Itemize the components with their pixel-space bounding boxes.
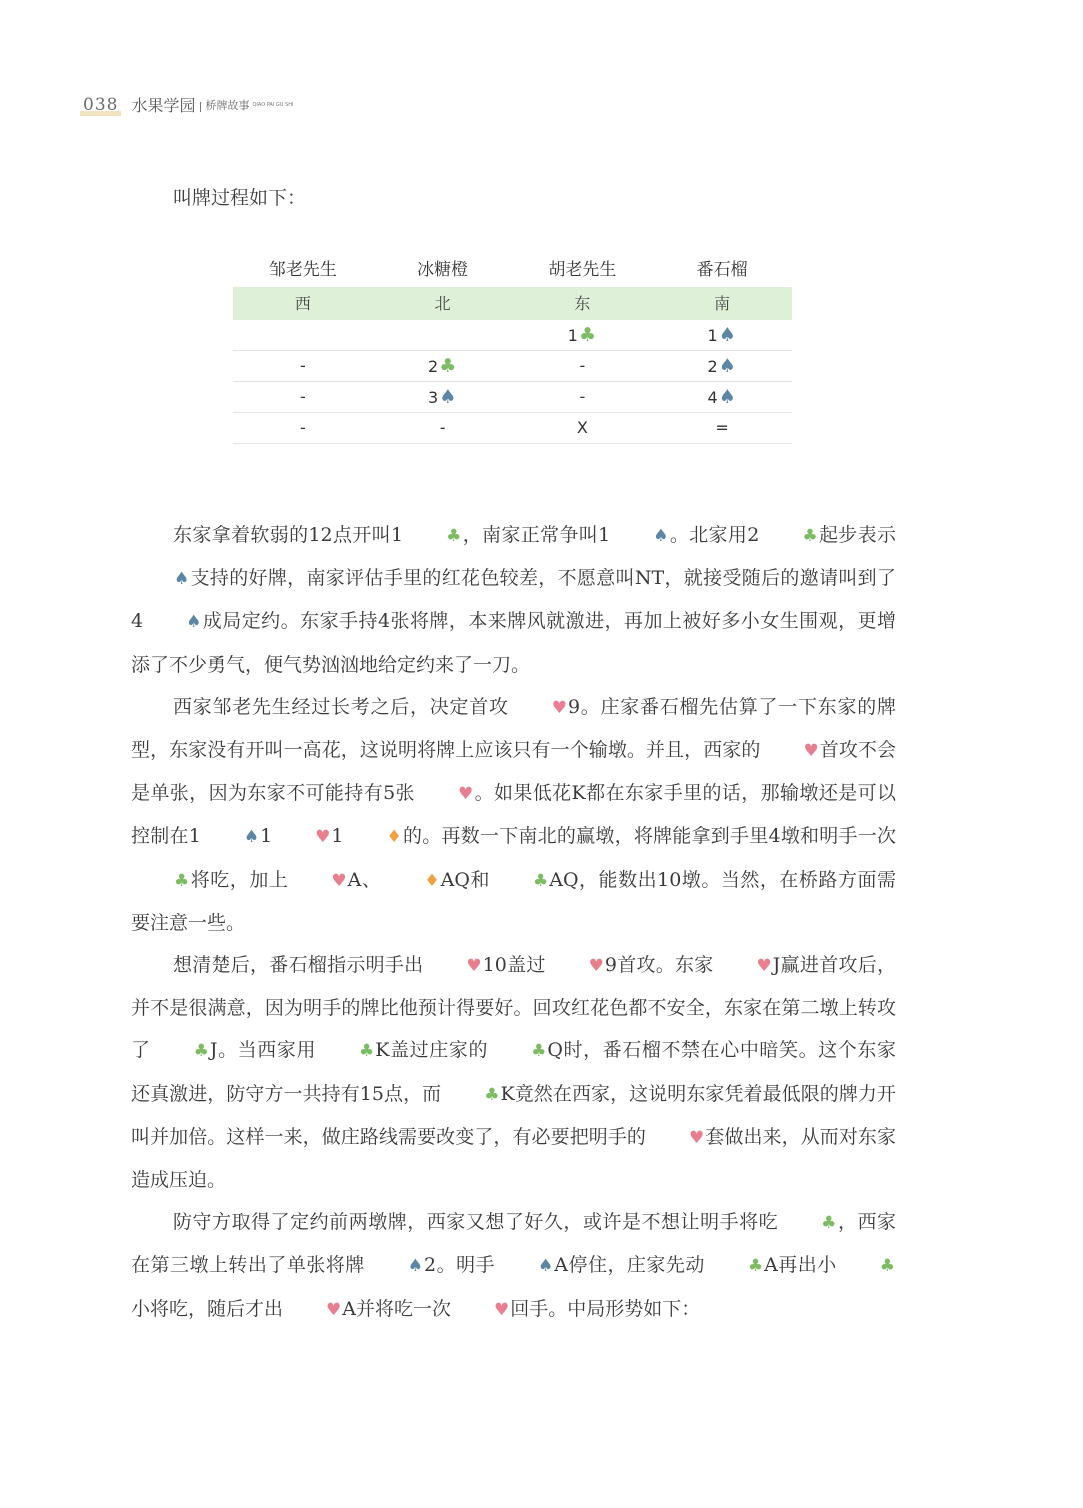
diamonds-suit-icon: ♦ — [424, 870, 440, 891]
player-names-row — [233, 254, 792, 287]
header-divider — [200, 102, 201, 112]
bid-cell — [373, 413, 513, 443]
bid-rows — [233, 320, 792, 444]
seat-south: 南 — [714, 294, 731, 313]
paragraph: 防守方取得了定约前两墩牌，西家又想了好久，或许是不想让明手将吃 ♣，西家在第三墩上转出了单张将牌 ♠2。明手 ♠A停住，庄家先动 ♣A再出小 ♣小将吃，随后才出 ♥A并将吃一次 ♥回手。中局形势如下： — [131, 1201, 896, 1331]
bid-cell — [652, 382, 792, 412]
clubs-suit-icon: ♣ — [531, 1041, 547, 1062]
bid-value: X — [576, 418, 588, 437]
bid-cell — [513, 382, 653, 412]
bid-cell — [513, 413, 653, 443]
hearts-suit-icon: ♥ — [457, 784, 474, 805]
bid-cell — [233, 320, 373, 350]
bid-cell — [373, 382, 513, 412]
bid-value: 2 — [707, 357, 718, 376]
bid-row — [233, 320, 792, 351]
seat-west: 西 — [294, 294, 311, 313]
book-subtitle: 桥牌故事 — [205, 99, 250, 112]
spades-suit-icon: ♠ — [186, 612, 202, 633]
bid-value: 3 — [428, 388, 439, 407]
bid-value: 2 — [428, 357, 439, 376]
bid-value: 4 — [707, 388, 718, 407]
hearts-suit-icon: ♥ — [551, 697, 567, 718]
clubs-suit-icon: ♣ — [439, 355, 457, 377]
seat-east: 东 — [574, 294, 591, 313]
bid-cell — [233, 382, 373, 412]
paragraph: 东家拿着软弱的12点开叫1 ♣，南家正常争叫1 ♠。北家用2 ♣起步表示♠支持的好牌，南家评估手里的红花色较差，不愿意叫NT，就接受随后的邀请叫到了4 ♠成局定约。东家手持4张将牌，本来牌风就激进，再加上被好多小女生围观，更增添了不少勇气，便气势汹汹地给定约来了一刀。 — [131, 514, 896, 686]
book-title: 水果学园 — [131, 96, 196, 115]
bid-value: - — [439, 418, 446, 437]
player-north-name: 冰糖橙 — [417, 260, 469, 280]
player-east-name: 胡老先生 — [548, 260, 617, 280]
bid-cell — [233, 351, 373, 381]
clubs-suit-icon: ♣ — [747, 1256, 764, 1277]
spades-suit-icon: ♠ — [718, 355, 736, 377]
hearts-suit-icon: ♥ — [588, 956, 604, 977]
player-west-name: 邹老先生 — [268, 260, 337, 280]
hearts-suit-icon: ♥ — [466, 956, 482, 977]
bid-cell — [652, 320, 792, 350]
bid-row — [233, 382, 792, 413]
bid-row — [233, 413, 792, 444]
clubs-suit-icon: ♣ — [532, 870, 549, 891]
spades-suit-icon: ♠ — [653, 526, 669, 546]
clubs-suit-icon: ♣ — [821, 1213, 837, 1234]
bid-value: - — [579, 387, 586, 406]
story-text — [131, 514, 896, 1331]
bid-row — [233, 351, 792, 382]
hearts-suit-icon: ♥ — [331, 870, 347, 891]
hearts-suit-icon: ♥ — [803, 741, 819, 762]
bidding-table — [233, 254, 792, 444]
bid-cell — [233, 413, 373, 443]
hearts-suit-icon: ♥ — [756, 956, 772, 977]
hearts-suit-icon: ♥ — [494, 1299, 510, 1320]
seat-north: 北 — [434, 294, 451, 313]
bid-cell — [652, 413, 792, 443]
spades-suit-icon: ♠ — [407, 1256, 424, 1277]
page-header — [80, 94, 293, 116]
bid-value: - — [299, 418, 306, 437]
clubs-suit-icon: ♣ — [484, 1084, 500, 1105]
bid-cell — [373, 351, 513, 381]
clubs-suit-icon: ♣ — [879, 1256, 895, 1277]
bid-cell — [373, 320, 513, 350]
bid-value: 1 — [567, 326, 578, 345]
hearts-suit-icon: ♥ — [315, 827, 331, 848]
spades-suit-icon: ♠ — [174, 569, 190, 590]
hearts-suit-icon: ♥ — [326, 1299, 342, 1320]
paragraph: 想清楚后，番石榴指示明手出 ♥10盖过 ♥9首攻。东家 ♥J赢进首攻后，并不是很满意，因为明手的牌比他预计得要好。回攻红花色都不安全，东家在第二墩上转攻了 ♣J。当西家用 ♣K盖过庄家的 ♣Q时，番石榴不禁在心中暗笑。这个东家还真激进，防守方一共持有15点，而 ♣K竟然在西家，这说明东家凭着最低限的牌力开叫并加倍。这样一来，做庄路线需要改变了，有必要把明手的 ♥套做出来，从而对东家造成压迫。 — [131, 944, 896, 1201]
bid-value: - — [299, 387, 306, 406]
diamonds-suit-icon: ♦ — [386, 827, 402, 848]
player-south-name: 番石榴 — [696, 260, 748, 280]
spades-suit-icon: ♠ — [718, 324, 736, 346]
clubs-suit-icon: ♣ — [174, 870, 190, 891]
spades-suit-icon: ♠ — [538, 1256, 554, 1277]
clubs-suit-icon: ♣ — [193, 1041, 209, 1062]
subtitle-pinyin-mark: QIAO PAI GU SHI — [252, 102, 294, 108]
bid-cell — [652, 351, 792, 381]
bid-value: = — [715, 418, 729, 437]
bid-value: - — [579, 356, 586, 375]
clubs-suit-icon: ♣ — [802, 526, 818, 546]
seat-header-row — [233, 287, 792, 320]
bid-value: - — [299, 356, 306, 375]
spades-suit-icon: ♠ — [243, 827, 260, 848]
clubs-suit-icon: ♣ — [446, 526, 462, 546]
page-number: 038 — [80, 95, 121, 116]
bid-cell — [513, 320, 653, 350]
spades-suit-icon: ♠ — [718, 386, 736, 408]
clubs-suit-icon: ♣ — [359, 1041, 375, 1062]
bid-value: 1 — [707, 326, 718, 345]
bidding-intro: 叫牌过程如下： — [173, 187, 307, 209]
clubs-suit-icon: ♣ — [578, 324, 596, 346]
paragraph: 西家邹老先生经过长考之后，决定首攻 ♥9。庄家番石榴先估算了一下东家的牌型，东家没有开叫一高花，这说明将牌上应该只有一个输墩。并且，西家的 ♥首攻不会是单张，因为东家不可能持有5张 ♥。如果低花K都在东家手里的话，那输墩还是可以控制在1 ♠1 ♥1 ♦的。再数一下南北的赢墩，将牌能拿到手里4墩和明手一次♣将吃，加上 ♥A、 ♦AQ和 ♣AQ，能数出10墩。当然，在桥路方面需要注意一些。 — [131, 686, 896, 944]
spades-suit-icon: ♠ — [439, 386, 457, 408]
bid-cell — [513, 351, 653, 381]
hearts-suit-icon: ♥ — [689, 1127, 705, 1148]
